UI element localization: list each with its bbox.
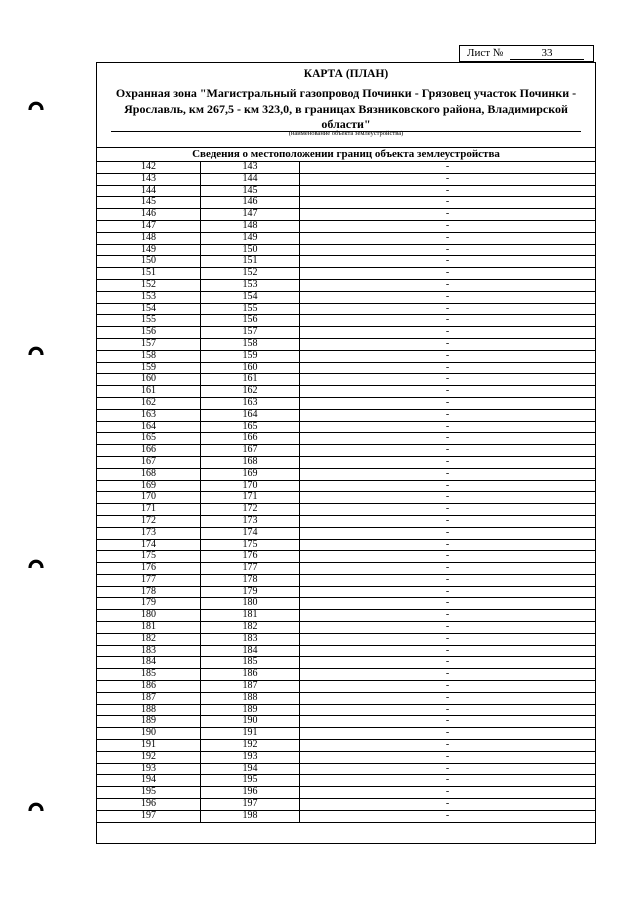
cell-from: 147 <box>97 221 201 232</box>
cell-value: - <box>445 172 450 184</box>
table-row <box>97 245 595 257</box>
binder-hole-icon <box>28 797 44 813</box>
cell-value: - <box>445 184 450 196</box>
cell-value: - <box>445 408 450 420</box>
cell-to: 194 <box>201 764 300 775</box>
cell-value: - <box>445 278 450 290</box>
cell-value: - <box>445 739 450 751</box>
cell-from: 176 <box>97 563 201 574</box>
cell-from: 192 <box>97 752 201 763</box>
cell-from: 179 <box>97 598 201 609</box>
cell-to: 148 <box>201 221 300 232</box>
cell-value: - <box>445 632 450 644</box>
cell-to: 181 <box>201 610 300 621</box>
table-row <box>97 693 595 705</box>
cell-from: 170 <box>97 492 201 503</box>
table-row <box>97 292 595 304</box>
cell-from: 163 <box>97 410 201 421</box>
cell-from: 169 <box>97 481 201 492</box>
cell-to: 184 <box>201 646 300 657</box>
cell-value: - <box>445 196 450 208</box>
cell-value: - <box>445 432 450 444</box>
document-title: КАРТА (ПЛАН) <box>303 68 389 80</box>
cell-from: 158 <box>97 351 201 362</box>
cell-value: - <box>445 219 450 231</box>
cell-from: 152 <box>97 280 201 291</box>
cell-to: 195 <box>201 775 300 786</box>
table-row <box>97 374 595 386</box>
cell-from: 159 <box>97 363 201 374</box>
cell-to: 176 <box>201 551 300 562</box>
table-row <box>97 327 595 339</box>
binder-hole-icon <box>28 554 44 570</box>
cell-to: 186 <box>201 669 300 680</box>
cell-from: 157 <box>97 339 201 350</box>
table-row <box>97 752 595 764</box>
object-name-caption: (наименование объекта землеустройства) <box>288 130 404 137</box>
cell-to: 192 <box>201 740 300 751</box>
cell-from: 142 <box>97 162 201 173</box>
cell-from: 149 <box>97 245 201 256</box>
cell-to: 144 <box>201 174 300 185</box>
cell-from: 162 <box>97 398 201 409</box>
table-row <box>97 363 595 375</box>
cell-to: 159 <box>201 351 300 362</box>
binder-hole-icon <box>28 341 44 357</box>
cell-from: 155 <box>97 315 201 326</box>
cell-from: 164 <box>97 422 201 433</box>
cell-from: 173 <box>97 528 201 539</box>
table-row <box>97 221 595 233</box>
document-frame <box>96 62 596 844</box>
cell-value: - <box>445 809 450 821</box>
cell-from: 166 <box>97 445 201 456</box>
cell-to: 191 <box>201 728 300 739</box>
cell-value: - <box>445 420 450 432</box>
table-row <box>97 162 595 174</box>
table-row <box>97 339 595 351</box>
cell-to: 167 <box>201 445 300 456</box>
cell-value: - <box>445 691 450 703</box>
cell-from: 174 <box>97 540 201 551</box>
table-row <box>97 634 595 646</box>
cell-from: 191 <box>97 740 201 751</box>
cell-value: - <box>445 314 450 326</box>
table-row <box>97 728 595 740</box>
cell-value: - <box>445 231 450 243</box>
table-row <box>97 186 595 198</box>
cell-value: - <box>445 656 450 668</box>
cell-to: 171 <box>201 492 300 503</box>
cell-value: - <box>445 514 450 526</box>
cell-value: - <box>445 550 450 562</box>
cell-from: 186 <box>97 681 201 692</box>
cell-to: 156 <box>201 315 300 326</box>
cell-to: 172 <box>201 504 300 515</box>
table-row <box>97 256 595 268</box>
cell-from: 150 <box>97 256 201 267</box>
cell-to: 154 <box>201 292 300 303</box>
cell-value: - <box>445 750 450 762</box>
cell-from: 188 <box>97 705 201 716</box>
cell-from: 183 <box>97 646 201 657</box>
cell-to: 151 <box>201 256 300 267</box>
cell-from: 167 <box>97 457 201 468</box>
cell-to: 153 <box>201 280 300 291</box>
cell-value: - <box>445 290 450 302</box>
table-row <box>97 622 595 634</box>
cell-to: 173 <box>201 516 300 527</box>
cell-value: - <box>445 161 450 172</box>
table-row <box>97 386 595 398</box>
cell-value: - <box>445 337 450 349</box>
table-row <box>97 209 595 221</box>
cell-value: - <box>445 467 450 479</box>
table-row <box>97 469 595 481</box>
cell-value: - <box>445 644 450 656</box>
table-row <box>97 492 595 504</box>
table-row <box>97 610 595 622</box>
cell-from: 178 <box>97 587 201 598</box>
cell-from: 182 <box>97 634 201 645</box>
cell-value: - <box>445 396 450 408</box>
cell-to: 182 <box>201 622 300 633</box>
cell-to: 178 <box>201 575 300 586</box>
cell-from: 181 <box>97 622 201 633</box>
cell-from: 184 <box>97 657 201 668</box>
cell-value: - <box>445 208 450 220</box>
cell-value: - <box>445 715 450 727</box>
cell-from: 144 <box>97 186 201 197</box>
table-row <box>97 657 595 669</box>
cell-from: 146 <box>97 209 201 220</box>
cell-value: - <box>445 526 450 538</box>
cell-to: 185 <box>201 657 300 668</box>
cell-to: 169 <box>201 469 300 480</box>
cell-to: 190 <box>201 716 300 727</box>
cell-to: 183 <box>201 634 300 645</box>
table-row <box>97 315 595 327</box>
table-row <box>97 398 595 410</box>
object-name: Охранная зона "Магистральный газопровод Починки - Грязовец участок Починки - Ярославль, км 267,5 - км 323,0, в границах Вязниковского района, Владимирской области" <box>115 86 577 131</box>
cell-to: 193 <box>201 752 300 763</box>
cell-to: 197 <box>201 799 300 810</box>
cell-to: 143 <box>201 162 300 173</box>
cell-to: 158 <box>201 339 300 350</box>
table-row <box>97 280 595 292</box>
cell-value: - <box>445 798 450 810</box>
table-row <box>97 551 595 563</box>
cell-value: - <box>445 326 450 338</box>
table-row <box>97 575 595 587</box>
cell-to: 180 <box>201 598 300 609</box>
cell-from: 175 <box>97 551 201 562</box>
table-row <box>97 410 595 422</box>
cell-value: - <box>445 361 450 373</box>
cell-to: 188 <box>201 693 300 704</box>
table-row <box>97 445 595 457</box>
cell-from: 187 <box>97 693 201 704</box>
cell-value: - <box>445 385 450 397</box>
cell-from: 165 <box>97 433 201 444</box>
cell-from: 161 <box>97 386 201 397</box>
cell-value: - <box>445 267 450 279</box>
table-row <box>97 587 595 599</box>
cell-value: - <box>445 774 450 786</box>
table-row <box>97 233 595 245</box>
cell-value: - <box>445 573 450 585</box>
cell-value: - <box>445 373 450 385</box>
cell-to: 177 <box>201 563 300 574</box>
cell-value: - <box>445 503 450 515</box>
cell-from: 154 <box>97 304 201 315</box>
cell-to: 198 <box>201 811 300 822</box>
cell-to: 165 <box>201 422 300 433</box>
table-row <box>97 646 595 658</box>
cell-value: - <box>445 243 450 255</box>
cell-value: - <box>445 479 450 491</box>
cell-to: 189 <box>201 705 300 716</box>
table-row <box>97 268 595 280</box>
cell-from: 172 <box>97 516 201 527</box>
cell-value: - <box>445 786 450 798</box>
cell-from: 160 <box>97 374 201 385</box>
cell-to: 163 <box>201 398 300 409</box>
cell-to: 160 <box>201 363 300 374</box>
cell-value: - <box>445 491 450 503</box>
section-title: Сведения о местоположении границ объекта землеустройства <box>192 148 500 160</box>
table-row <box>97 705 595 717</box>
cell-from: 193 <box>97 764 201 775</box>
cell-to: 150 <box>201 245 300 256</box>
cell-value: - <box>445 585 450 597</box>
cell-from: 195 <box>97 787 201 798</box>
cell-from: 177 <box>97 575 201 586</box>
cell-value: - <box>445 597 450 609</box>
table-row <box>97 669 595 681</box>
cell-from: 151 <box>97 268 201 279</box>
table-row <box>97 716 595 728</box>
cell-value: - <box>445 302 450 314</box>
cell-from: 197 <box>97 811 201 822</box>
cell-from: 145 <box>97 197 201 208</box>
cell-to: 161 <box>201 374 300 385</box>
table-row <box>97 540 595 552</box>
table-row <box>97 681 595 693</box>
table-row <box>97 504 595 516</box>
cell-from: 190 <box>97 728 201 739</box>
table-row <box>97 598 595 610</box>
cell-to: 152 <box>201 268 300 279</box>
cell-value: - <box>445 762 450 774</box>
cell-to: 196 <box>201 787 300 798</box>
sheet-label: Лист № <box>467 47 504 59</box>
table-row <box>97 563 595 575</box>
table-row <box>97 174 595 186</box>
table-row <box>97 351 595 363</box>
cell-value: - <box>445 455 450 467</box>
cell-to: 187 <box>201 681 300 692</box>
cell-to: 166 <box>201 433 300 444</box>
cell-to: 145 <box>201 186 300 197</box>
cell-from: 153 <box>97 292 201 303</box>
table-row <box>97 481 595 493</box>
table-row <box>97 433 595 445</box>
table-row <box>97 528 595 540</box>
table-row <box>97 422 595 434</box>
cell-value: - <box>445 349 450 361</box>
table-row <box>97 764 595 776</box>
table-row <box>97 197 595 209</box>
cell-value: - <box>445 621 450 633</box>
cell-to: 147 <box>201 209 300 220</box>
cell-from: 189 <box>97 716 201 727</box>
cell-value: - <box>445 609 450 621</box>
table-row <box>97 304 595 316</box>
table-row <box>97 457 595 469</box>
table-row <box>97 775 595 787</box>
cell-value: - <box>445 255 450 267</box>
table-row <box>97 811 595 823</box>
cell-to: 155 <box>201 304 300 315</box>
table-row <box>97 799 595 811</box>
cell-value: - <box>445 680 450 692</box>
cell-from: 194 <box>97 775 201 786</box>
table-row <box>97 516 595 528</box>
cell-from: 180 <box>97 610 201 621</box>
cell-to: 174 <box>201 528 300 539</box>
cell-from: 185 <box>97 669 201 680</box>
cell-value: - <box>445 727 450 739</box>
cell-from: 156 <box>97 327 201 338</box>
cell-value: - <box>445 668 450 680</box>
cell-to: 175 <box>201 540 300 551</box>
cell-to: 168 <box>201 457 300 468</box>
cell-from: 143 <box>97 174 201 185</box>
cell-to: 179 <box>201 587 300 598</box>
cell-from: 171 <box>97 504 201 515</box>
cell-value: - <box>445 538 450 550</box>
sheet-number: 33 <box>510 47 584 60</box>
cell-from: 148 <box>97 233 201 244</box>
cell-from: 168 <box>97 469 201 480</box>
cell-to: 157 <box>201 327 300 338</box>
table-row <box>97 740 595 752</box>
cell-to: 164 <box>201 410 300 421</box>
cell-to: 170 <box>201 481 300 492</box>
cell-to: 146 <box>201 197 300 208</box>
boundary-table <box>97 161 595 823</box>
binder-hole-icon <box>28 96 44 112</box>
cell-value: - <box>445 444 450 456</box>
table-row <box>97 787 595 799</box>
cell-value: - <box>445 703 450 715</box>
cell-to: 149 <box>201 233 300 244</box>
cell-value: - <box>445 562 450 574</box>
cell-to: 162 <box>201 386 300 397</box>
cell-from: 196 <box>97 799 201 810</box>
sheet-number-box <box>459 45 594 62</box>
